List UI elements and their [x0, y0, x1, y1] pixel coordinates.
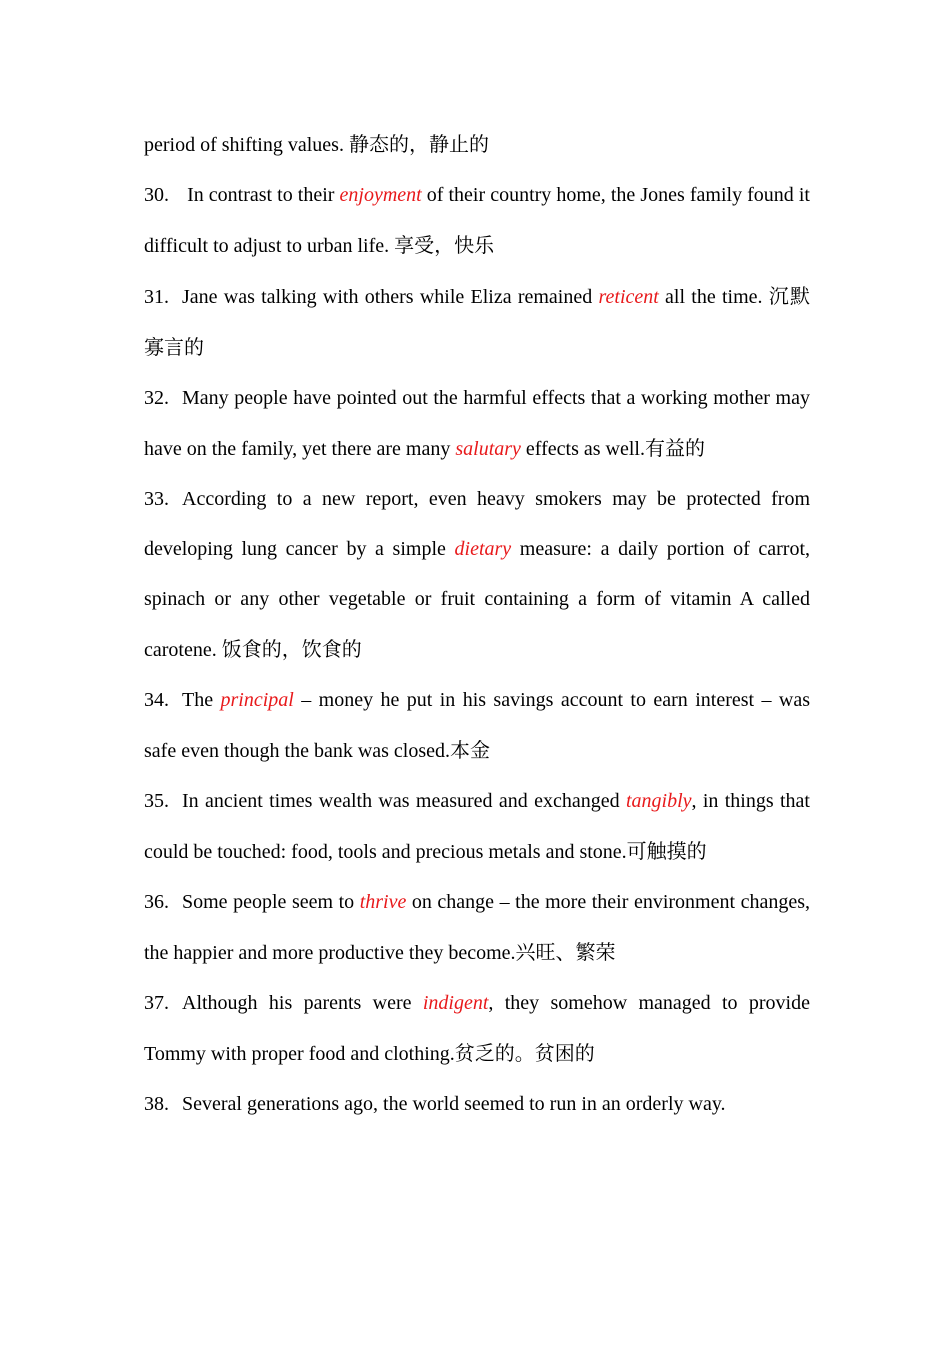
item-number: 35.: [144, 790, 169, 812]
vocabulary-word: principal: [220, 689, 294, 711]
vocabulary-word: tangibly: [625, 790, 692, 812]
vocabulary-word: thrive: [359, 891, 407, 913]
item-number: 38.: [144, 1093, 169, 1115]
chinese-gloss: 饭食的，饮食的: [221, 637, 362, 661]
item-number: 37.: [144, 992, 169, 1014]
paragraph-33: [144, 474, 810, 675]
paragraph-31: [144, 271, 810, 373]
item-number: 34.: [144, 689, 169, 711]
paragraph-text: effects as well.: [520, 438, 645, 460]
paragraph-30: [144, 170, 810, 271]
paragraph-continuation: [144, 119, 810, 170]
paragraph-36: [144, 877, 810, 978]
paragraph-text: Jane was talking with others while Eliza remained: [182, 286, 599, 308]
chinese-gloss: 可触摸的: [626, 839, 707, 863]
vocabulary-word: salutary: [455, 438, 521, 460]
paragraph-text: on change – the more their environment changes, the happier and more productive they become.: [144, 891, 810, 964]
paragraph-37: [144, 978, 810, 1079]
vocabulary-word: indigent: [422, 992, 489, 1014]
paragraph-text: measure: a daily portion of carrot, spinach or any other vegetable or fruit containing a form of vitamin A called carotene.: [144, 538, 810, 661]
paragraph-text: of their country home, the Jones family found it difficult to adjust to urban life.: [144, 184, 810, 257]
paragraph-text: Several generations ago, the world seemed to run in an orderly way.: [182, 1093, 726, 1115]
paragraph-text: , they somehow managed to provide Tommy with proper food and clothing.: [144, 992, 810, 1065]
chinese-gloss: 贫乏的。贫困的: [454, 1041, 595, 1065]
document-page: [144, 119, 810, 1129]
paragraph-text: , in things that could be touched: food, tools and precious metals and stone.: [144, 790, 810, 863]
paragraph-text: Although his parents were: [182, 992, 423, 1014]
paragraph-text: – money he put in his savings account to earn interest – was safe even though the bank was closed.: [144, 689, 810, 762]
paragraph-text: period of shifting values.: [144, 134, 349, 156]
paragraph-32: [144, 373, 810, 474]
vocabulary-word: dietary: [454, 538, 512, 560]
paragraph-text: Many people have pointed out the harmful effects that a working mother may have on the family, yet there are many: [144, 387, 810, 460]
item-number: 33.: [144, 488, 169, 510]
paragraph-text: Some people seem to: [182, 891, 360, 913]
paragraph-34: [144, 675, 810, 776]
paragraph-38: [144, 1079, 810, 1129]
item-number: 32.: [144, 387, 169, 409]
chinese-gloss: 本金: [450, 738, 491, 762]
chinese-gloss: 兴旺、繁荣: [515, 940, 616, 964]
chinese-gloss: 享受，快乐: [394, 233, 495, 257]
paragraph-text: In contrast to their: [182, 184, 340, 206]
item-number: 30.: [144, 184, 169, 206]
vocabulary-word: reticent: [598, 286, 659, 308]
paragraph-text: all the time.: [658, 286, 769, 308]
paragraph-text: The: [182, 689, 221, 711]
chinese-gloss: 沉默寡言的: [144, 284, 810, 359]
paragraph-text: In ancient times wealth was measured and exchanged: [182, 790, 626, 812]
vocabulary-word: enjoyment: [339, 184, 422, 206]
paragraph-text: According to a new report, even heavy smokers may be protected from developing lung cancer by a simple: [144, 488, 810, 560]
item-number: 31.: [144, 286, 169, 308]
chinese-gloss: 静态的，静止的: [348, 132, 489, 156]
chinese-gloss: 有益的: [644, 436, 705, 460]
item-number: 36.: [144, 891, 169, 913]
paragraph-35: [144, 776, 810, 877]
